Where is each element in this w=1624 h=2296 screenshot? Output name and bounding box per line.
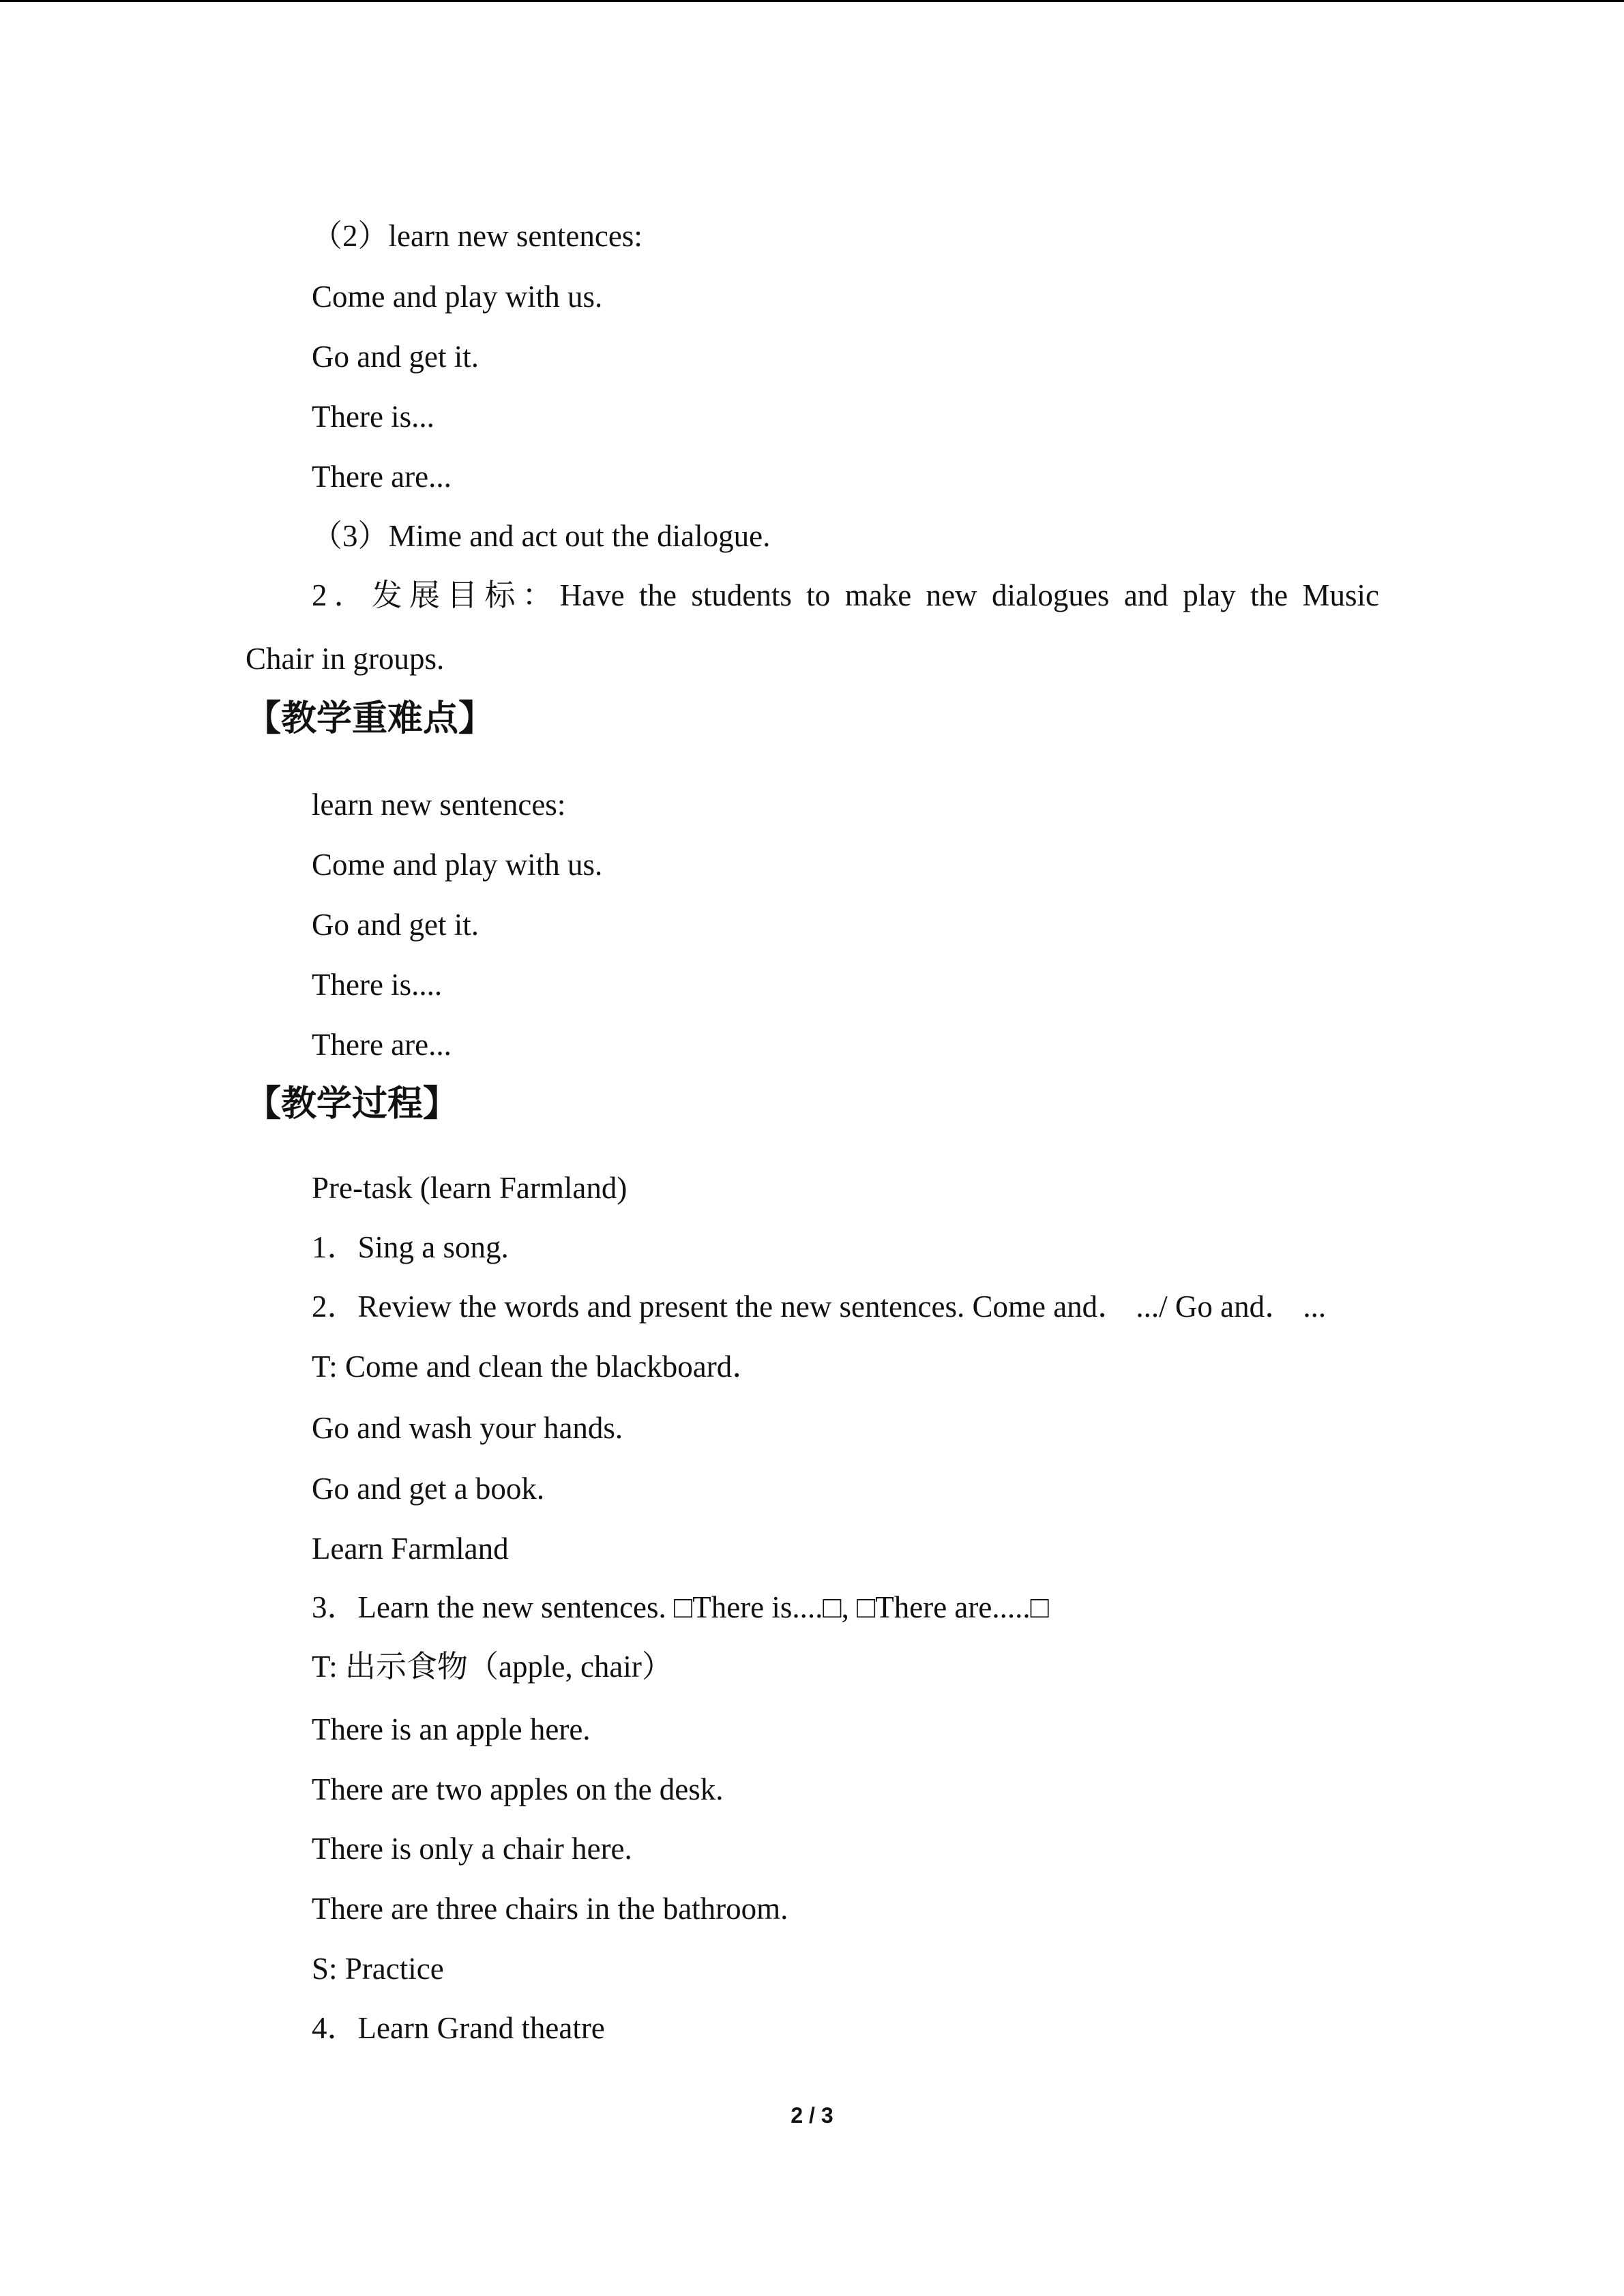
development-goal-line-1: 2．发展目标：Have the students to make new dialogues and play the Music: [312, 578, 1379, 612]
process-line: 2．Review the words and present the new sentences. Come and． .../ Go and． ...: [312, 1289, 1327, 1324]
process-line: Pre-task (learn Farmland): [312, 1171, 628, 1205]
key-point-line: Come and play with us.: [312, 848, 603, 882]
process-line: There are three chairs in the bathroom.: [312, 1892, 788, 1926]
key-point-line: There are...: [312, 1028, 452, 1062]
objective-sentence: There are...: [312, 460, 452, 494]
key-point-line: learn new sentences:: [312, 788, 566, 822]
objective-sentence: There is...: [312, 400, 434, 434]
process-line: S: Practice: [312, 1952, 444, 1986]
process-line: Go and wash your hands.: [312, 1411, 623, 1445]
process-line: There are two apples on the desk.: [312, 1772, 724, 1806]
process-line: There is only a chair here.: [312, 1832, 632, 1866]
process-line: T: Come and clean the blackboard．: [312, 1350, 763, 1384]
process-line: Learn Farmland: [312, 1532, 509, 1566]
key-point-line: There is....: [312, 968, 443, 1002]
process-line: T: 出示食物（apple, chair）: [312, 1650, 673, 1684]
process-heading: 【教学过程】: [246, 1084, 459, 1124]
objective-sentence: Go and get it.: [312, 340, 479, 374]
process-line: 4．Learn Grand theatre: [312, 2011, 605, 2045]
objective-item-2-heading: （2）learn new sentences:: [312, 219, 643, 253]
objective-sentence: Come and play with us.: [312, 280, 603, 314]
page-number: 2 / 3: [791, 2103, 833, 2128]
process-line: Go and get a book.: [312, 1472, 545, 1506]
process-line: 3．Learn the new sentences. □There is....□, □There are.....□: [312, 1590, 1049, 1624]
process-line: There is an apple here.: [312, 1712, 591, 1746]
key-point-line: Go and get it.: [312, 908, 479, 942]
key-points-heading: 【教学重难点】: [246, 698, 494, 739]
objective-item-3: （3）Mime and act out the dialogue.: [312, 519, 771, 553]
development-goal-line-2: Chair in groups.: [246, 642, 445, 676]
process-line: 1．Sing a song.: [312, 1230, 509, 1264]
